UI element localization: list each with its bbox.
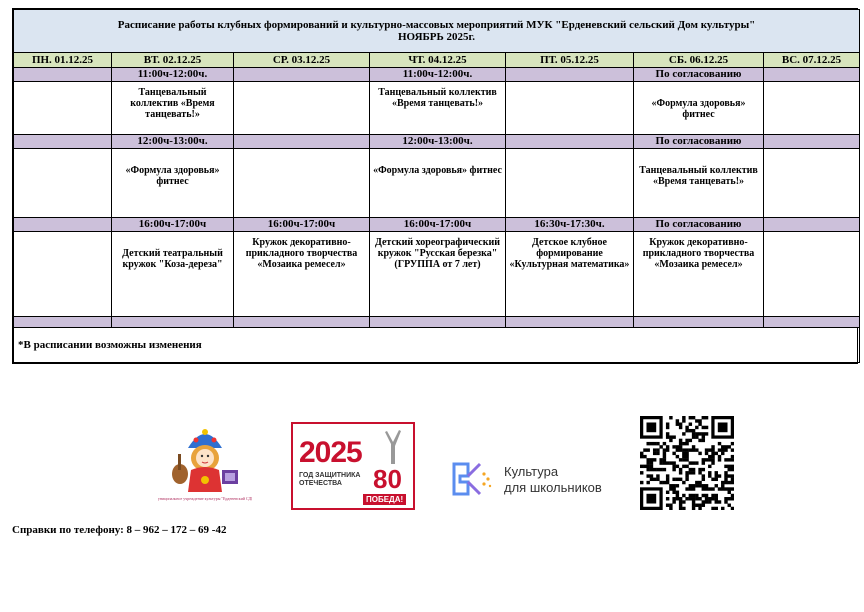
time-cell: По согласованию — [634, 135, 764, 149]
day-header: СР. 03.12.25 — [234, 53, 370, 68]
day-header: ПН. 01.12.25 — [14, 53, 112, 68]
activity-text — [16, 232, 109, 237]
schedule-note: *В расписании возможны изменения — [14, 328, 860, 363]
activity-text: «Формула здоровья» фитнес — [373, 165, 502, 176]
activity-row — [14, 149, 860, 218]
spacer-row — [14, 317, 860, 328]
activity-cell — [112, 82, 234, 135]
activity-cell — [234, 82, 370, 135]
activity-cell — [634, 232, 764, 317]
activity-text: Детский театральный кружок "Коза-дереза" — [122, 248, 223, 270]
day-header: ВТ. 02.12.25 — [112, 53, 234, 68]
activity-text: «Формула здоровья» фитнес — [651, 98, 746, 120]
activity-text: Танцевальный коллектив «Время танцевать!» — [378, 87, 497, 109]
day-header-row — [14, 53, 860, 68]
activity-text: «Формула здоровья» фитнес — [125, 165, 220, 187]
time-cell: 12:00ч-13:00ч. — [112, 135, 234, 149]
spacer-cell — [234, 317, 370, 328]
activity-text: Детский хореографический кружок "Русская березка" (ГРУППА от 7 лет) — [374, 237, 501, 270]
time-row — [14, 68, 860, 82]
time-cell — [234, 68, 370, 82]
note-row — [14, 328, 860, 363]
activity-cell — [112, 149, 234, 218]
activity-cell — [764, 232, 860, 317]
monument-icon — [377, 428, 407, 464]
spacer-cell — [764, 317, 860, 328]
day-header: ЧТ. 04.12.25 — [370, 53, 506, 68]
time-cell: По согласованию — [634, 218, 764, 232]
activity-text — [766, 232, 857, 237]
time-cell — [506, 68, 634, 82]
time-cell — [14, 218, 112, 232]
time-row — [14, 135, 860, 149]
time-cell — [506, 135, 634, 149]
spacer-cell — [370, 317, 506, 328]
time-cell — [764, 218, 860, 232]
activity-cell — [764, 82, 860, 135]
time-cell: 11:00ч-12:00ч. — [112, 68, 234, 82]
time-cell — [14, 68, 112, 82]
folk-culture-logo — [158, 418, 252, 510]
logos-strip — [0, 412, 864, 522]
time-cell: 16:00ч-17:00ч — [370, 218, 506, 232]
schedule-title — [14, 10, 860, 53]
activity-cell — [234, 149, 370, 218]
kultura-k-icon — [450, 460, 494, 498]
kultura-line-1: Культура — [504, 464, 559, 479]
activity-cell — [764, 149, 860, 218]
victory-label: ПОБЕДА! — [363, 494, 406, 505]
activity-text — [766, 82, 857, 87]
activity-cell — [370, 82, 506, 135]
matryoshka-icon — [158, 418, 252, 510]
kultura-line-2: для школьников — [504, 480, 602, 495]
activity-cell — [14, 82, 112, 135]
year-caption: ГОД ЗАЩИТНИКА ОТЕЧЕСТВА — [299, 472, 361, 487]
activity-cell — [14, 149, 112, 218]
time-cell: 16:00ч-17:00ч — [112, 218, 234, 232]
kultura-text — [504, 464, 602, 496]
activity-text: Кружок декоративно-прикладного творчества «Мозаика ремесел» — [245, 237, 358, 270]
activity-cell — [506, 82, 634, 135]
activity-text — [236, 149, 367, 154]
title-line-1: Расписание работы клубных формирований и культурно-массовых мероприятий МУК "Ерденевский сельский Дом культуры" — [117, 19, 756, 31]
year-defender-logo — [291, 422, 415, 510]
folk-logo-caption: Муниципальное учреждение культуры "Ерденевский СДК" — [158, 496, 252, 501]
year-label: 2025 — [299, 436, 362, 469]
activity-row — [14, 232, 860, 317]
activity-text — [508, 149, 631, 154]
phone-info: Справки по телефону: 8 – 962 – 172 – 69 -42 — [12, 524, 227, 536]
qr-code-icon[interactable] — [640, 416, 734, 510]
activity-cell — [112, 232, 234, 317]
spacer-cell — [14, 317, 112, 328]
day-header: СБ. 06.12.25 — [634, 53, 764, 68]
activity-cell — [370, 149, 506, 218]
schedule-table — [12, 8, 858, 364]
activity-cell — [506, 232, 634, 317]
time-cell — [764, 135, 860, 149]
time-cell: 11:00ч-12:00ч. — [370, 68, 506, 82]
activity-text: Танцевальный коллектив «Время танцевать!» — [639, 165, 758, 187]
time-cell: 16:30ч-17:30ч. — [506, 218, 634, 232]
activity-text — [16, 82, 109, 87]
activity-cell — [370, 232, 506, 317]
activity-cell — [14, 232, 112, 317]
time-cell: По согласованию — [634, 68, 764, 82]
activity-text: Кружок декоративно-прикладного творчества «Мозаика ремесел» — [642, 237, 755, 270]
time-cell — [234, 135, 370, 149]
time-cell: 12:00ч-13:00ч. — [370, 135, 506, 149]
day-header: ВС. 07.12.25 — [764, 53, 860, 68]
time-cell — [764, 68, 860, 82]
activity-cell — [506, 149, 634, 218]
day-header: ПТ. 05.12.25 — [506, 53, 634, 68]
activity-text — [236, 82, 367, 87]
activity-cell — [234, 232, 370, 317]
title-line-2: НОЯБРЬ 2025г. — [398, 31, 476, 43]
title-row — [14, 10, 860, 53]
qr-code-graphic — [640, 416, 734, 510]
time-row — [14, 218, 860, 232]
time-cell — [14, 135, 112, 149]
anniversary-number: 80 — [373, 464, 402, 494]
culture-for-schoolchildren-logo — [450, 460, 630, 500]
activity-cell — [634, 82, 764, 135]
activity-cell — [634, 149, 764, 218]
activity-text — [16, 149, 109, 154]
spacer-cell — [634, 317, 764, 328]
activity-text — [766, 149, 857, 154]
activity-text: Детское клубное формирование «Культурная математика» — [509, 237, 630, 270]
time-cell: 16:00ч-17:00ч — [234, 218, 370, 232]
activity-text — [508, 82, 631, 87]
spacer-cell — [506, 317, 634, 328]
activity-text: Танцевальный коллектив «Время танцевать!» — [130, 87, 215, 120]
activity-row — [14, 82, 860, 135]
spacer-cell — [112, 317, 234, 328]
